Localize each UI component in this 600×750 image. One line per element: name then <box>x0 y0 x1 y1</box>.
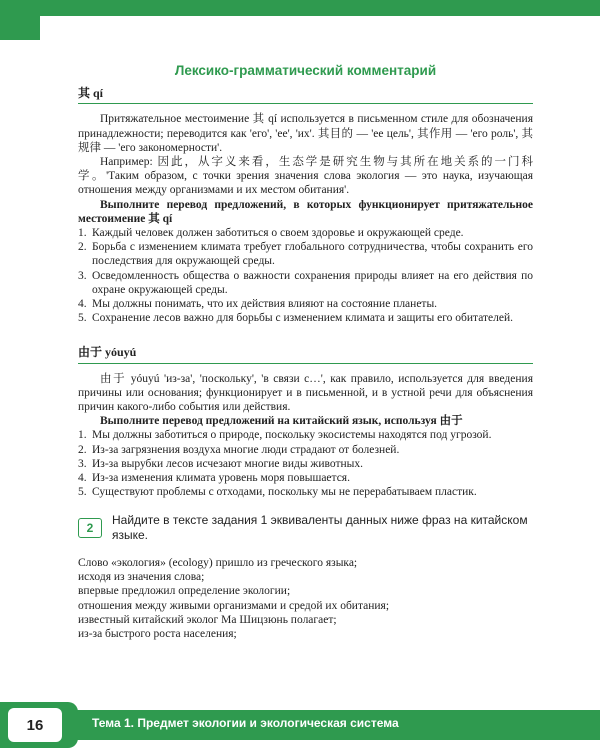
list-item: 2. Из-за загрязнения воздуха многие люди страдают от болезней. <box>78 443 400 456</box>
phrase-item: известный китайский эколог Ма Шицзюнь полагает; <box>78 613 337 626</box>
phrase-item: из-за быстрого роста населения; <box>78 627 237 640</box>
list-item: 1. Каждый человек должен заботиться о своем здоровье и окружающей среде. <box>78 227 464 240</box>
task-instruction: Выполните перевод предложений на китайский язык, используя 由于 <box>100 415 463 428</box>
list-item: 1. Мы должны заботиться о природе, поскольку экосистемы находятся под угрозой. <box>78 429 492 442</box>
list-item: 5. Существуют проблемы с отходами, поскольку мы не перерабатываем пластик. <box>78 486 477 499</box>
task-instruction: Выполните перевод предложений, в которых функционирует притяжательное местоимение 其 qí <box>78 198 533 225</box>
phrase-list <box>78 556 533 641</box>
list-item: 4. Мы должны понимать, что их действия влияют на состояние планеты. <box>78 298 438 311</box>
list-item: 4. Из-за изменения климата уровень моря повышается. <box>78 472 350 485</box>
section-title-youyu: 由于 yóuyú <box>78 345 533 363</box>
exercise-list-1 <box>78 226 533 325</box>
chapter-title: Тема 1. Предмет экологии и экологическая система <box>92 716 399 730</box>
list-item: 2. Борьба с изменением климата требует глобального сотрудничества, чтобы сохранить его последствия для окружающей среды. <box>78 241 533 268</box>
list-item: 5. Сохранение лесов важно для борьбы с изменением климата и защиты его обитателей. <box>78 312 514 325</box>
phrase-item: исходя из значения слова; <box>78 571 205 584</box>
phrase-item: отношения между живыми организмами и средой их обитания; <box>78 599 390 612</box>
page-number: 16 <box>8 708 62 742</box>
phrase-item: впервые предложил определение экологии; <box>78 585 291 598</box>
page-title: Лексико-грамматический комментарий <box>174 63 437 78</box>
task-2 <box>78 513 533 541</box>
section-title-qi: 其 qí <box>78 86 533 104</box>
phrase-item: Слово «экология» (ecology) пришло из греческого языка; <box>78 556 358 569</box>
paragraph: Например: 因此，从字义来看，生态学是研究生物与其所在地关系的一门科学。'Таким образом, с точки зрения значения слова экология — это наука, изучающая отношения между организмами и их местом обитания'. <box>78 156 533 197</box>
paragraph: 由于 yóuyú 'из-за', 'поскольку', 'в связи с…', как правило, используется для введения причины или основания; функционирует и в письменной, и в устной речи для объяснения причин какого-либо события или действия. <box>78 372 533 414</box>
list-item: 3. Осведомленность общества о важности сохранения природы влияет на его действия по охране окружающей среды. <box>78 269 533 296</box>
paragraph: Притяжательное местоимение 其 qí используется в письменном стиле для обозначения принадлежности; переводится как 'его', 'ее', 'их'. 其目的 — 'ее цель', 其作用 — 'его роль', 其规律 — 'его закономерности'. <box>78 113 533 154</box>
page-content <box>78 60 533 641</box>
task-2-instruction: Найдите в тексте задания 1 эквиваленты данных ниже фраз на китайском языке. <box>112 513 528 542</box>
page-number-tab <box>0 702 78 748</box>
task-number-badge: 2 <box>78 518 102 538</box>
exercise-list-2 <box>78 428 533 499</box>
list-item: 3. Из-за вырубки лесов исчезают многие виды животных. <box>78 457 364 470</box>
page-footer <box>0 702 600 750</box>
